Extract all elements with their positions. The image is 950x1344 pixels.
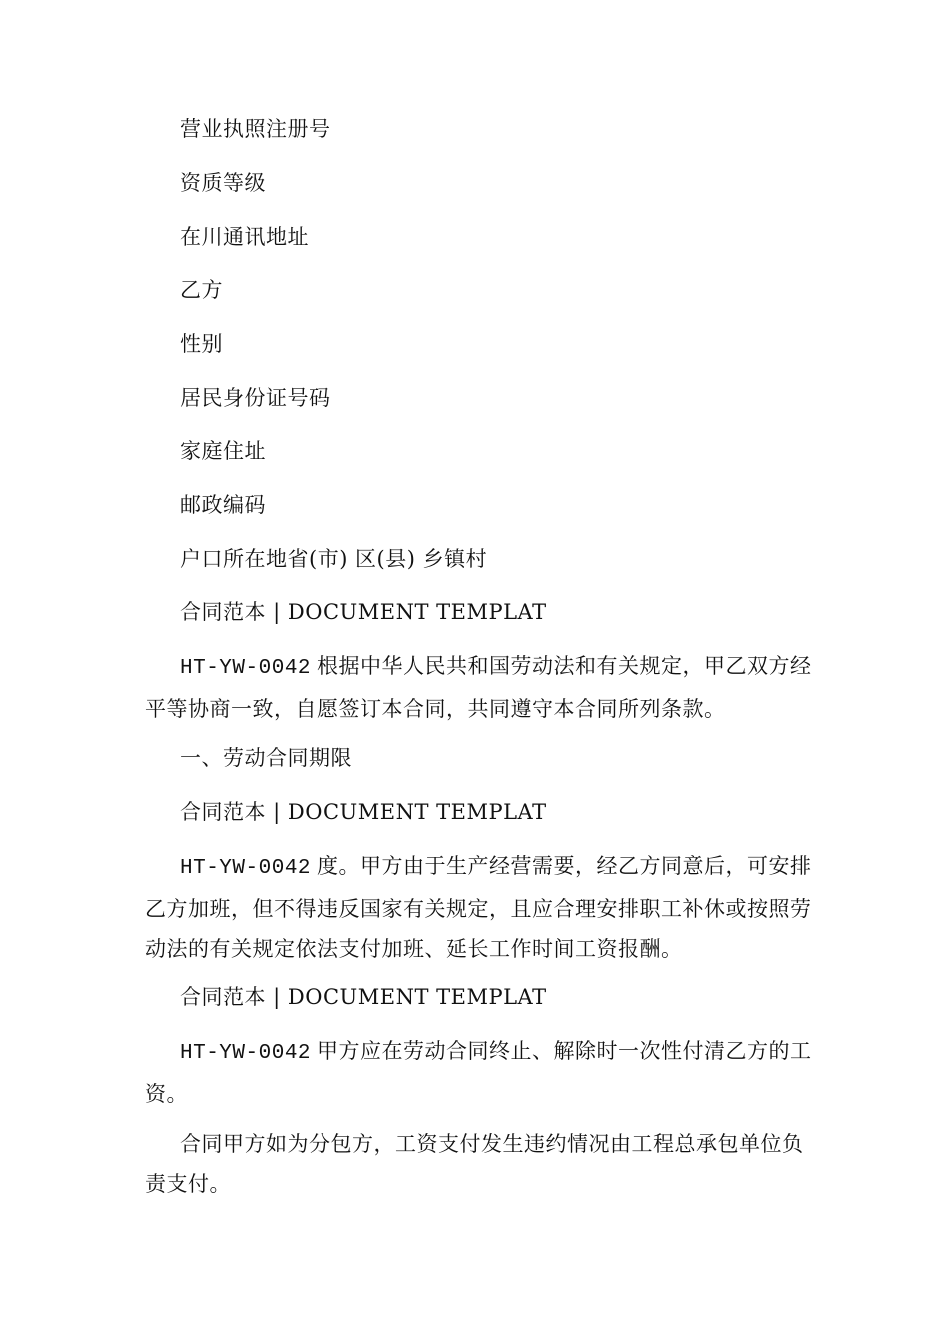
paragraph-subcontract: 合同甲方如为分包方，工资支付发生违约情况由工程总承包单位负责支付。: [145, 1132, 804, 1196]
section-title-contract-term: 一、劳动合同期限: [180, 746, 352, 770]
field-party-b: 乙方: [180, 278, 223, 302]
field-household-registration: 户口所在地省(市) 区(县) 乡镇村: [180, 547, 488, 571]
field-sichuan-address: 在川通讯地址: [180, 225, 309, 249]
paragraph-intro: [145, 646, 815, 729]
paragraph-overtime: [145, 846, 815, 969]
header-label-2: 合同范本 | DOCUMENT TEMPLAT: [180, 800, 547, 824]
field-home-address: 家庭住址: [180, 439, 266, 463]
paragraph-wages-text: 甲方应在劳动合同终止、解除时一次性付清乙方的工资。: [145, 1039, 812, 1106]
paragraph-intro-text: 根据中华人民共和国劳动法和有关规定，甲乙双方经平等协商一致，自愿签订本合同，共同遵守本合同所列条款。: [145, 654, 812, 721]
field-id-number: 居民身份证号码: [180, 386, 331, 410]
field-qualification-level: 资质等级: [180, 171, 266, 195]
field-postal-code: 邮政编码: [180, 493, 266, 517]
doc-code-3: HT-YW-0042: [180, 1042, 312, 1065]
field-business-license-number: 营业执照注册号: [180, 117, 331, 141]
paragraph-wages: [145, 1031, 815, 1114]
header-label-1: 合同范本 | DOCUMENT TEMPLAT: [180, 600, 547, 624]
paragraph-overtime-text: 度。甲方由于生产经营需要，经乙方同意后，可安排乙方加班，但不得违反国家有关规定，且应合理安排职工补休或按照劳动法的有关规定依法支付加班、延长工作时间工资报酬。: [145, 854, 812, 961]
header-label-3: 合同范本 | DOCUMENT TEMPLAT: [180, 985, 547, 1009]
doc-code-2: HT-YW-0042: [180, 857, 312, 880]
field-gender: 性别: [180, 332, 223, 356]
doc-code-1: HT-YW-0042: [180, 657, 312, 680]
